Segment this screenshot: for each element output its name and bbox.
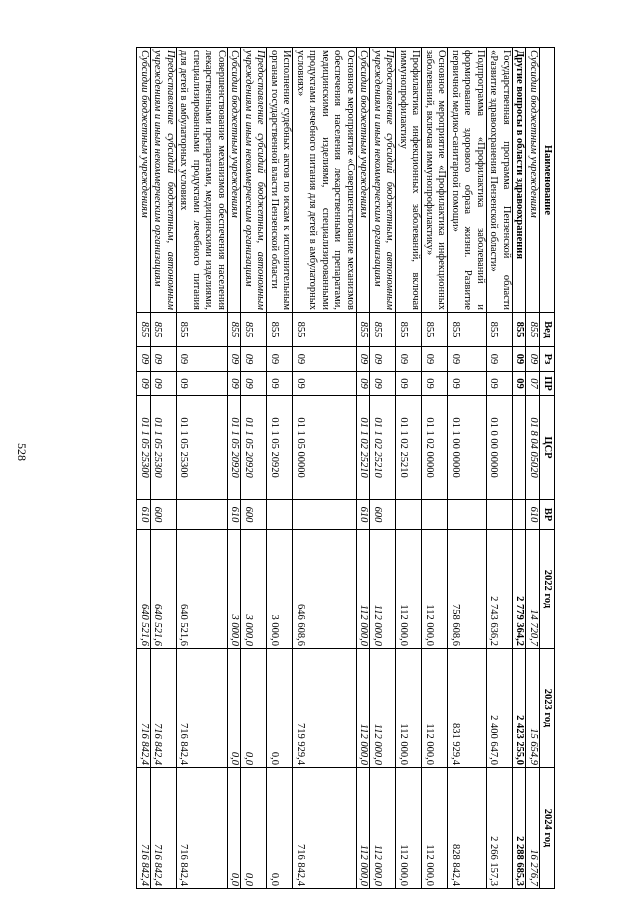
row-rz: 09 [151, 347, 177, 372]
row-ved: 855 [293, 313, 357, 347]
row-pr: 09 [357, 372, 371, 396]
row-csr: 01 1 05 20920 [241, 396, 267, 500]
row-amount-2022: 646 608,6 [293, 530, 357, 649]
table-row [267, 48, 293, 889]
row-ved: 855 [228, 313, 242, 347]
row-amount-2024: 112 000,0 [370, 768, 396, 889]
row-csr: 01 1 02 25210 [396, 396, 422, 500]
row-ved: 855 [137, 313, 151, 347]
row-amount-2022: 640 521,6 [177, 530, 228, 649]
row-rz: 09 [513, 347, 527, 372]
row-csr: 01 1 02 25210 [370, 396, 396, 500]
table-row [513, 48, 527, 889]
row-vr: 600 [241, 500, 267, 530]
row-rz: 09 [357, 347, 371, 372]
table-row [151, 48, 177, 889]
row-pr: 07 [526, 372, 540, 396]
row-amount-2023: 112 000,0 [370, 649, 396, 768]
row-amount-2023: 0,0 [228, 649, 242, 768]
row-ved: 855 [487, 313, 513, 347]
row-vr: 610 [357, 500, 371, 530]
row-amount-2022: 2 743 636,2 [487, 530, 513, 649]
row-amount-2023: 716 842,4 [137, 649, 151, 768]
rotated-table-container [137, 47, 556, 888]
row-name: Предоставление субсидий бюджетным, автономным учреждениям и иным некоммерческим организациям [241, 48, 267, 313]
row-csr: 01 1 00 00000 [448, 396, 487, 500]
row-amount-2024: 0,0 [267, 768, 293, 889]
row-csr: 01 1 05 20920 [267, 396, 293, 500]
row-amount-2024: 716 842,4 [151, 768, 177, 889]
row-name: Профилактика инфекционных заболеваний, включая иммунопрофилактику [396, 48, 422, 313]
row-vr [448, 500, 487, 530]
row-amount-2023: 112 000,0 [357, 649, 371, 768]
row-name: Исполнение судебных актов по искам к исполнительным органам государственной власти Пензенской области [267, 48, 293, 313]
table-row [137, 48, 151, 889]
page-number: 528 [15, 443, 29, 461]
row-csr: 01 1 05 25300 [137, 396, 151, 500]
row-csr [513, 396, 527, 500]
row-amount-2024: 2 288 685,3 [513, 768, 527, 889]
row-pr: 09 [370, 372, 396, 396]
row-amount-2024: 716 842,4 [177, 768, 228, 889]
row-amount-2022: 3 000,0 [228, 530, 242, 649]
row-name: Субсидии бюджетным учреждениям [526, 48, 540, 313]
header-name: Наименование [540, 48, 555, 313]
row-ved: 855 [513, 313, 527, 347]
row-ved: 855 [422, 313, 448, 347]
row-pr: 09 [448, 372, 487, 396]
row-amount-2023: 15 654,9 [526, 649, 540, 768]
table-row [526, 48, 540, 889]
row-vr: 610 [137, 500, 151, 530]
row-pr: 09 [267, 372, 293, 396]
table-row [228, 48, 242, 889]
row-rz: 09 [293, 347, 357, 372]
header-2023: 2023 год [540, 649, 555, 768]
row-amount-2024: 112 000,0 [396, 768, 422, 889]
header-2022: 2022 год [540, 530, 555, 649]
row-amount-2022: 758 608,6 [448, 530, 487, 649]
row-name: Другие вопросы в области здравоохранения [513, 48, 527, 313]
table-row [241, 48, 267, 889]
row-amount-2023: 112 000,0 [422, 649, 448, 768]
row-pr: 09 [513, 372, 527, 396]
row-rz: 09 [487, 347, 513, 372]
header-ved: Вед [540, 313, 555, 347]
row-amount-2022: 112 000,0 [396, 530, 422, 649]
row-amount-2024: 828 842,4 [448, 768, 487, 889]
row-amount-2023: 831 929,4 [448, 649, 487, 768]
row-csr: 01 1 02 25210 [357, 396, 371, 500]
row-name: Субсидии бюджетным учреждениям [228, 48, 242, 313]
row-csr: 01 1 05 25300 [177, 396, 228, 500]
row-vr: 600 [370, 500, 396, 530]
row-name: Основное мероприятие «Профилактика инфекционных заболеваний, включая иммунопрофилактику» [422, 48, 448, 313]
row-pr: 09 [422, 372, 448, 396]
row-amount-2024: 0,0 [228, 768, 242, 889]
row-pr: 09 [177, 372, 228, 396]
row-vr: 600 [151, 500, 177, 530]
row-ved: 855 [448, 313, 487, 347]
row-vr [293, 500, 357, 530]
table-row [357, 48, 371, 889]
row-ved: 855 [370, 313, 396, 347]
row-name: Подпрограмма «Профилактика заболеваний и формирование здорового образа жизни. Развитие первичной медико-санитарной помощи» [448, 48, 487, 313]
table-row [177, 48, 228, 889]
budget-table [137, 47, 556, 889]
row-amount-2022: 640 521,6 [137, 530, 151, 649]
row-amount-2022: 3 000,0 [267, 530, 293, 649]
row-rz: 09 [137, 347, 151, 372]
row-amount-2023: 2 400 647,0 [487, 649, 513, 768]
row-vr [177, 500, 228, 530]
row-ved: 855 [151, 313, 177, 347]
row-rz: 09 [370, 347, 396, 372]
row-pr: 09 [487, 372, 513, 396]
row-amount-2023: 716 842,4 [177, 649, 228, 768]
row-vr [267, 500, 293, 530]
row-vr [513, 500, 527, 530]
row-name: Предоставление субсидий бюджетным, автономным учреждениям и иным некоммерческим организациям [151, 48, 177, 313]
row-amount-2023: 112 000,0 [396, 649, 422, 768]
row-name: Основное мероприятие «Совершенствование механизмов обеспечения населения лекарственными препаратами, медицинскими изделиями, специализированными продуктами лечебного питания для детей в амбулаторных условиях» [293, 48, 357, 313]
row-amount-2023: 0,0 [267, 649, 293, 768]
row-rz: 09 [177, 347, 228, 372]
row-amount-2022: 640 521,6 [151, 530, 177, 649]
header-2024: 2024 год [540, 768, 555, 889]
row-ved: 855 [241, 313, 267, 347]
row-csr: 01 8 04 05020 [526, 396, 540, 500]
row-amount-2022: 112 000,0 [422, 530, 448, 649]
row-pr: 09 [396, 372, 422, 396]
table-row [293, 48, 357, 889]
row-rz: 09 [228, 347, 242, 372]
row-rz: 09 [422, 347, 448, 372]
row-amount-2024: 716 842,4 [293, 768, 357, 889]
table-row [422, 48, 448, 889]
row-csr: 01 1 05 00000 [293, 396, 357, 500]
row-amount-2023: 0,0 [241, 649, 267, 768]
row-ved: 855 [526, 313, 540, 347]
row-amount-2024: 112 000,0 [422, 768, 448, 889]
table-header-row [540, 48, 555, 889]
table-row [487, 48, 513, 889]
row-ved: 855 [357, 313, 371, 347]
row-vr [396, 500, 422, 530]
header-csr: ЦСР [540, 396, 555, 500]
row-csr: 01 1 05 20920 [228, 396, 242, 500]
row-amount-2022: 112 000,0 [357, 530, 371, 649]
header-vr: ВР [540, 500, 555, 530]
row-rz: 09 [267, 347, 293, 372]
row-ved: 855 [396, 313, 422, 347]
table-row [370, 48, 396, 889]
row-amount-2023: 719 929,4 [293, 649, 357, 768]
row-amount-2023: 2 423 255,0 [513, 649, 527, 768]
row-name: Государственная программа Пензенской области «Развитие здравоохранения Пензенской области» [487, 48, 513, 313]
row-amount-2022: 112 000,0 [370, 530, 396, 649]
row-pr: 09 [137, 372, 151, 396]
row-vr [487, 500, 513, 530]
header-pr: ПР [540, 372, 555, 396]
row-name: Субсидии бюджетным учреждениям [357, 48, 371, 313]
row-csr: 01 1 05 25300 [151, 396, 177, 500]
table-row [448, 48, 487, 889]
row-vr: 610 [228, 500, 242, 530]
row-rz: 09 [241, 347, 267, 372]
row-csr: 01 0 00 00000 [487, 396, 513, 500]
row-name: Совершенствование механизмов обеспечения населения лекарственными препаратами, медицинскими изделиями, специализированными продуктами лечебного питания для детей в амбулаторных условиях [177, 48, 228, 313]
table-body [137, 48, 540, 889]
row-csr: 01 1 02 00000 [422, 396, 448, 500]
row-amount-2024: 2 266 157,3 [487, 768, 513, 889]
row-pr: 09 [293, 372, 357, 396]
row-amount-2022: 2 779 364,2 [513, 530, 527, 649]
header-rz: Рз [540, 347, 555, 372]
row-rz: 09 [526, 347, 540, 372]
row-pr: 09 [151, 372, 177, 396]
row-rz: 09 [448, 347, 487, 372]
row-name: Предоставление субсидий бюджетным, автономным учреждениям и иным некоммерческим организациям [370, 48, 396, 313]
row-vr [422, 500, 448, 530]
row-ved: 855 [267, 313, 293, 347]
row-amount-2024: 716 842,4 [137, 768, 151, 889]
row-pr: 09 [228, 372, 242, 396]
row-amount-2024: 0,0 [241, 768, 267, 889]
row-amount-2024: 112 000,0 [357, 768, 371, 889]
row-amount-2022: 14 720,7 [526, 530, 540, 649]
row-vr: 610 [526, 500, 540, 530]
row-name: Субсидии бюджетным учреждениям [137, 48, 151, 313]
row-amount-2024: 16 276,7 [526, 768, 540, 889]
table-row [396, 48, 422, 889]
row-pr: 09 [241, 372, 267, 396]
row-rz: 09 [396, 347, 422, 372]
row-amount-2022: 3 000,0 [241, 530, 267, 649]
row-ved: 855 [177, 313, 228, 347]
row-amount-2023: 716 842,4 [151, 649, 177, 768]
